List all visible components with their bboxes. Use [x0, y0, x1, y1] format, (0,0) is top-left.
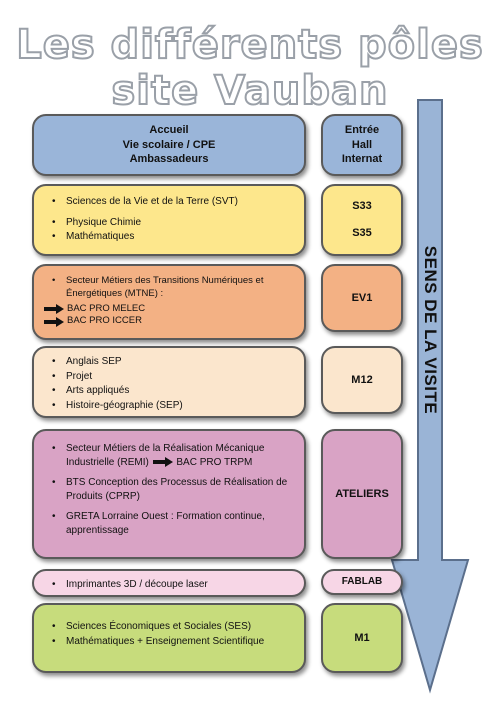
physique-chimie-item: • Physique Chimie: [66, 216, 298, 230]
ses-room-box: [321, 603, 403, 673]
room-ev1: EV1: [351, 291, 373, 304]
mtne-box: [32, 264, 306, 340]
remi-item: • Secteur Métiers de la Réalisation Mécanique Industrielle (REMI) BAC PRO TRPM: [66, 442, 298, 469]
remi-box: [32, 429, 306, 559]
room-s33: S33: [352, 200, 372, 213]
bac-pro-trpm: BAC PRO TRPM: [176, 456, 253, 468]
mtne-room-box: [321, 264, 403, 332]
imprimantes-item: • Imprimantes 3D / découpe laser: [66, 578, 298, 592]
reception-box: [32, 114, 306, 176]
room-fablab: FABLAB: [341, 576, 383, 588]
ses-box: [32, 603, 306, 673]
row1-line3: Ambassadeurs: [129, 153, 209, 166]
row1-line1: Accueil: [149, 123, 189, 136]
histoire-geo-item: • Histoire-géographie (SEP): [66, 399, 298, 413]
page-title-line1: Les différents pôles: [16, 22, 484, 68]
room-s35: S35: [352, 227, 372, 239]
fablab-desc-box: [32, 569, 306, 597]
bac-pro-iccer: BAC PRO ICCER: [67, 315, 142, 327]
greta-item: • GRETA Lorraine Ouest : Formation continue, apprentissage: [66, 510, 298, 537]
location-internat: Internat: [341, 153, 383, 166]
ses-item: • Sciences Économiques et Sociales (SES): [66, 620, 298, 634]
location-entree: Entrée: [344, 123, 380, 136]
bac-pro-melec: BAC PRO MELEC: [67, 302, 146, 314]
sep-room-box: [321, 346, 403, 414]
reception-location-box: [321, 114, 403, 176]
bts-cprp-item: • BTS Conception des Processus de Réalisation de Produits (CPRP): [66, 476, 298, 503]
page-title-line2: site Vauban: [111, 68, 389, 114]
visit-direction-label: SENS DE LA VISITE: [421, 245, 440, 415]
right-arrow-icon: [44, 317, 64, 327]
svt-item: • Sciences de la Vie et de la Terre (SVT): [66, 195, 298, 209]
mtne-item: • Secteur Métiers des Transitions Numériques et Énergétiques (MTNE) :: [66, 275, 298, 301]
svt-box: [32, 184, 306, 256]
row1-line2: Vie scolaire / CPE: [122, 138, 216, 151]
svt-room-box: [321, 184, 403, 256]
room-m1: M1: [354, 631, 370, 644]
right-arrow-icon: [44, 304, 64, 314]
room-m12: M12: [351, 373, 373, 386]
ateliers-box: [321, 429, 403, 559]
anglais-sep-item: • Anglais SEP: [66, 355, 298, 369]
math-es-item: • Mathématiques + Enseignement Scientifique: [66, 635, 298, 649]
arts-appliques-item: • Arts appliqués: [66, 384, 298, 398]
sep-box: [32, 346, 306, 418]
math-item: • Mathématiques: [66, 230, 298, 244]
projet-item: • Projet: [66, 370, 298, 384]
fablab-box: [321, 569, 403, 595]
right-arrow-icon: [152, 457, 174, 467]
location-hall: Hall: [351, 138, 373, 151]
room-ateliers: ATELIERS: [335, 487, 389, 500]
